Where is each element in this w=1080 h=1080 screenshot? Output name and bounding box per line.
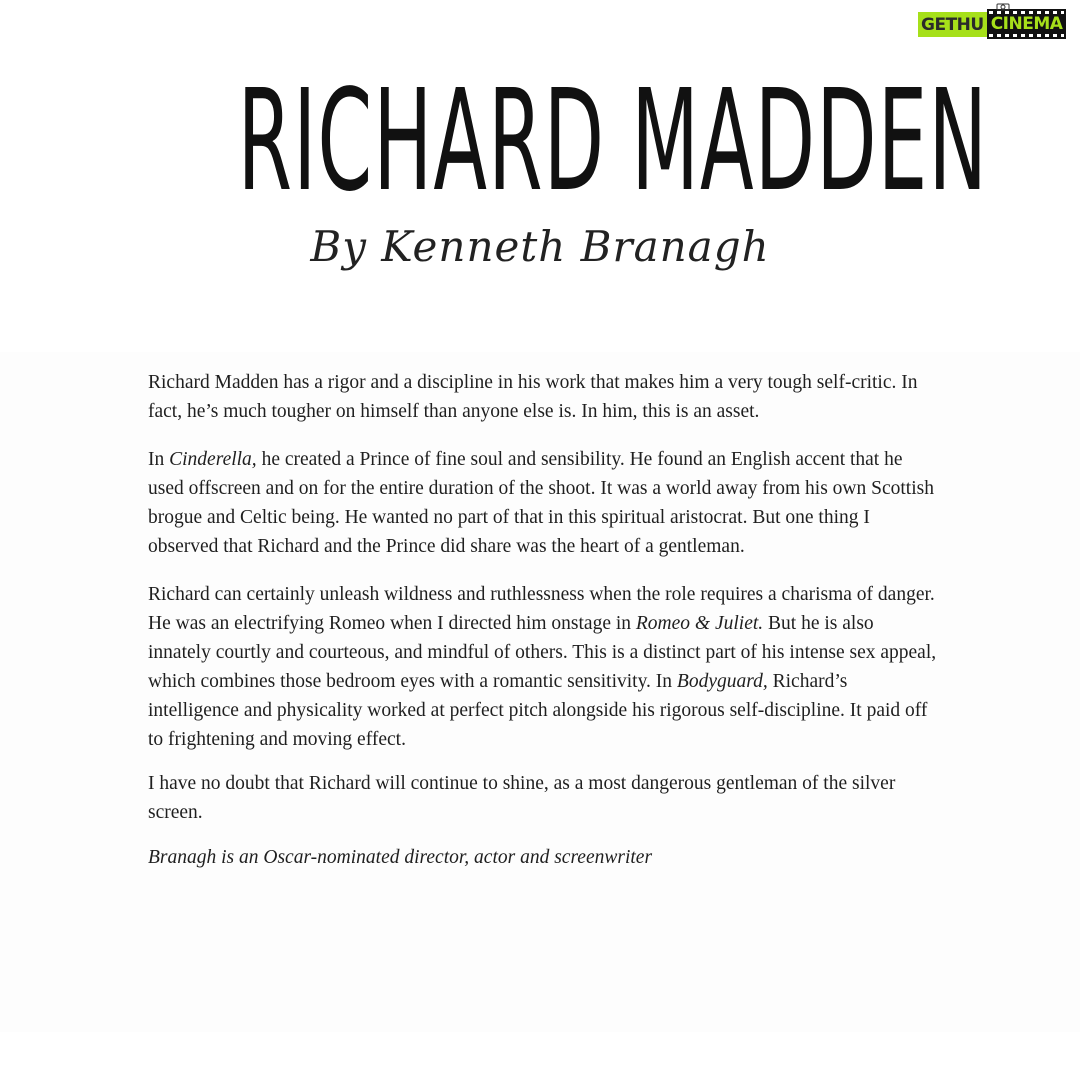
film-strip-icon bbox=[987, 9, 1067, 39]
author-credit: Branagh is an Oscar-nominated director, actor and screenwriter bbox=[148, 847, 653, 868]
film-title-cinderella: Cinderella, bbox=[169, 449, 257, 470]
paragraph-3-text-c: Richard’s intelligence and physicality worked at perfect pitch alongside his rigorous self-discipline. It paid off to frightening and moving effect. bbox=[148, 671, 928, 750]
headline-title: RICHARD MADDEN bbox=[237, 60, 989, 223]
paragraph-4: I have no doubt that Richard will continue to shine, as a most dangerous gentleman of the silver screen. bbox=[148, 773, 896, 823]
play-title-romeo-juliet: Romeo & Juliet. bbox=[635, 613, 764, 634]
gethu-cinema-logo bbox=[918, 6, 1076, 42]
paragraph-3-text-b: But he is also innately courtly and courteous, and mindful of others. This is a distinct part of his intense sex appeal, which combines those bedroom eyes with a romantic sensitivity. In bbox=[148, 613, 937, 692]
paragraph-3-text-a: Richard can certainly unleash wildness and ruthlessness when the role requires a charisma of danger. He was an electrifying Romeo when I directed him onstage in bbox=[148, 584, 935, 634]
paragraph-2 bbox=[148, 445, 938, 561]
byline: By Kenneth Branagh bbox=[310, 222, 770, 271]
paragraph-2-text-b: he created a Prince of fine soul and sensibility. He found an English accent that he used offscreen and on for the entire duration of the shoot. It was a world away from his own Scottish brogue and Celtic being. He wanted no part of that in this spiritual aristocrat. But one thing I observed that Richard and the Prince did share was the heart of a gentleman. bbox=[148, 449, 934, 557]
paragraph-1: Richard Madden has a rigor and a discipline in his work that makes him a very tough self-critic. In fact, he’s much tougher on himself than anyone else is. In him, this is an asset. bbox=[148, 372, 918, 422]
logo-text-cinema: CINEMA bbox=[990, 14, 1063, 34]
show-title-bodyguard: Bodyguard, bbox=[676, 671, 768, 692]
article-body bbox=[148, 368, 938, 891]
camera-icon bbox=[996, 2, 1010, 11]
logo-text-gethu: GETHU bbox=[918, 12, 987, 37]
paragraph-2-text-a: In bbox=[148, 449, 170, 470]
paragraph-3 bbox=[148, 580, 938, 754]
